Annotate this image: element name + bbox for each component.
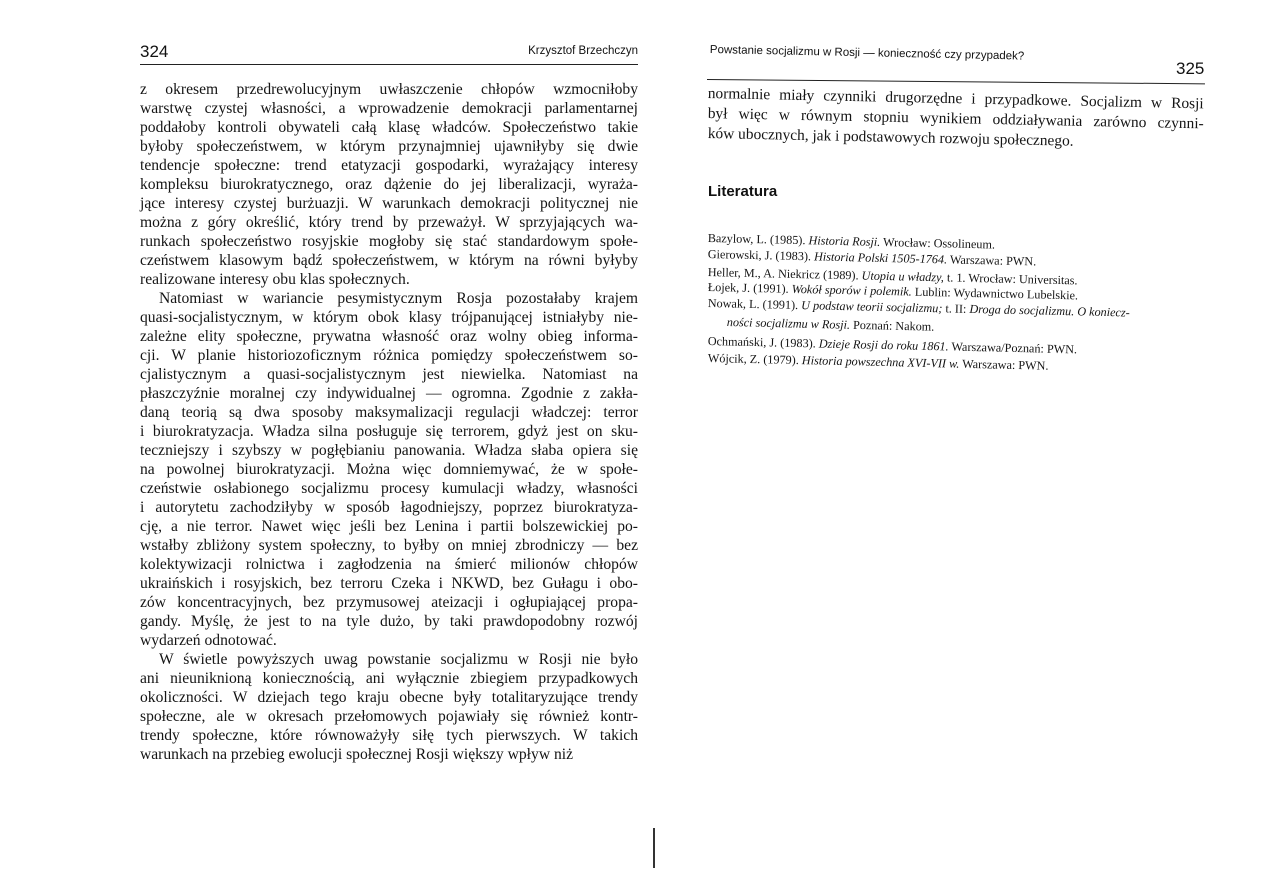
reference-publisher: t. II: xyxy=(942,301,970,316)
reference-title: Wokół sporów i polemik. xyxy=(791,281,912,299)
reference-publisher: t. 1. Wrocław: Universitas. xyxy=(943,270,1078,288)
text-line: warstwę czystej własności, a wprowadzenie demokracji parlamentarnej xyxy=(140,100,638,117)
text-line: trendy społeczne, które równoważyły siłę tych pierwszych. W takich xyxy=(140,727,638,744)
text-line: runkach społeczeństwo rosyjskie mogłoby się stać standardowym społe- xyxy=(140,233,638,250)
text-line: cji. W planie historiozoficznym różnica pomiędzy społeczeństwem so- xyxy=(140,347,638,364)
text-line: kompleksu biurokratycznego, oraz dążenie do jej liberalizacji, wyraża- xyxy=(140,176,638,193)
binding-mark xyxy=(653,828,655,868)
reference-publisher: Poznań: Nakom. xyxy=(849,317,935,334)
reference-title: Droga do socjalizmu. O koniecz- xyxy=(969,301,1130,320)
page-number-left: 324 xyxy=(140,42,169,61)
page-number-right: 325 xyxy=(1176,59,1205,78)
running-head-right: Powstanie socjalizmu w Rosji — konieczność czy przypadek? xyxy=(709,44,1025,63)
reference-publisher: Warszawa: PWN. xyxy=(946,252,1037,269)
text-line: kolektywizacji rolnictwa i zagłodzenia na śmierć milionów chłopów xyxy=(140,556,638,573)
text-line: warunkach na przebieg ewolucji społecznej Rosji większy wpływ niż xyxy=(140,746,574,763)
text-line: ukraińskich i rosyjskich, bez terroru Czeka i NKWD, bez Gułagu i obo- xyxy=(140,575,638,592)
text-line: społeczne, ale w okresach przełomowych pojawiały się również kontr- xyxy=(140,708,638,725)
reference-author: Nowak, L. (1991). xyxy=(707,295,802,313)
text-line: i biurokratyzacja. Władza silna posługuje się terrorem, gdyż jest on sku- xyxy=(140,423,638,440)
text-line: realizowane interesy obu klas społecznych. xyxy=(140,271,410,288)
text-line: okoliczności. W dziejach tego kraju obecne były totalitaryzujące trendy xyxy=(140,689,638,706)
reference-title: U podstaw teorii socjalizmu; xyxy=(801,298,943,316)
text-line: czeństwie osłabionego socjalizmu procesy kumulacji władzy, własności xyxy=(140,480,638,497)
text-line: można z góry określić, który trend by przeważył. W sprzyjających wa- xyxy=(140,214,638,231)
reference-publisher: Warszawa/Poznań: PWN. xyxy=(948,339,1078,357)
text-line: z okresem przedrewolucyjnym uwłaszczenie chłopów wzmocniłoby xyxy=(140,81,638,98)
reference-publisher: Warszawa: PWN. xyxy=(959,356,1049,373)
text-line: był więc w równym stopniu wynikiem oddziaływania zarówno czynni- xyxy=(707,104,1204,133)
reference-publisher: Lublin: Wydawnictwo Lubelskie. xyxy=(911,284,1079,303)
text-line: quasi-socjalistycznym, w którym obok klasy trójpanującej istniałyby nie- xyxy=(140,309,638,326)
text-line: poddałoby kontroli obywateli całą klasę władców. Społeczeństwo takie xyxy=(140,119,638,136)
header-rule-right xyxy=(707,79,1205,84)
text-line: jące interesy czystej burżuazji. W warunkach demokracji politycznej nie xyxy=(140,195,638,212)
text-line: i autorytetu zachodziłyby w sposób łagodniejszy, poprzez biurokratyza- xyxy=(140,499,638,516)
reference-author: Łojek, J. (1991). xyxy=(707,279,792,296)
text-line: ani nieuniknioną koniecznością, ani wyłącznie zbiegiem przypadkowych xyxy=(140,670,638,687)
reference-title: Dzieje Rosji do roku 1861. xyxy=(818,336,949,354)
header-rule-left xyxy=(140,64,638,65)
text-line: zależne elity społeczne, prywatna własność oraz wolny obieg informa- xyxy=(140,328,638,345)
reference-title: ności socjalizmu w Rosji. xyxy=(726,314,851,332)
text-line: teczniejszy i szybszy w pogłębianiu panowania. Władza słaba opiera się xyxy=(140,442,638,459)
reference-title: Historia powszechna XVI-VII w. xyxy=(801,353,960,371)
text-line: W świetle powyższych uwag powstanie socjalizmu w Rosji nie było xyxy=(159,651,638,668)
reference-author: Heller, M., A. Niekricz (1989). xyxy=(707,264,862,283)
text-line: na powolnej biurokratyzacji. Można więc domniemywać, że w społe- xyxy=(140,461,638,478)
reference-author: Gierowski, J. (1983). xyxy=(707,246,815,264)
text-line: wydarzeń odnotować. xyxy=(140,632,277,649)
text-line: cjalistycznym a quasi-socjalistycznym jest niewielka. Natomiast na xyxy=(140,366,638,383)
reference-publisher: Wrocław: Ossolineum. xyxy=(880,234,996,252)
reference-author: Ochmański, J. (1983). xyxy=(707,333,819,351)
literature-heading: Literatura xyxy=(708,183,778,200)
reference-title: Historia Polski 1505-1764. xyxy=(813,249,948,267)
running-head-left: Krzysztof Brzechczyn xyxy=(528,45,638,57)
text-line: Natomiast w wariancie pesymistycznym Rosja pozostałaby krajem xyxy=(159,290,638,307)
reference-title: Historia Rosji. xyxy=(808,233,881,249)
text-line: ków ubocznych, jak i podstawowych rozwoju społecznego. xyxy=(707,124,1074,150)
text-line: czeństwem klasowym bądź społeczeństwem, w którym na równi byłyby xyxy=(140,252,638,269)
text-line: byłoby społeczeństwem, w którym przynajmniej ujawniłyby się dwie xyxy=(140,138,638,155)
text-line: tendencje społeczne: trend etatyzacji gospodarki, wyrażający interesy xyxy=(140,157,638,174)
text-line: daną teorią są dwa sposoby maksymalizacji regulacji władczej: terror xyxy=(140,404,638,421)
text-line: gandy. Myślę, że jest to na tyle dużo, by taki prawdopodobny rozwój xyxy=(140,613,638,630)
reference-author: Wójcik, Z. (1979). xyxy=(707,350,803,368)
text-line: normalnie miały czynniki drugorzędne i przypadkowe. Socjalizm w Rosji xyxy=(707,84,1204,113)
text-line: cję, a nie terror. Nawet więc jeśli bez Lenina i partii bolszewickiej po- xyxy=(140,518,638,535)
reference-author: Bazylow, L. (1985). xyxy=(707,230,809,248)
text-line: płaszczyźnie moralnej czy indywidualnej — ogromna. Zgodnie z zakła- xyxy=(140,385,638,402)
reference-title: Utopia u władzy, xyxy=(861,268,945,285)
text-line: wstałby zbliżony system społeczny, to byłby on mniej zbrodniczy — bez xyxy=(140,537,638,554)
text-line: zów koncentracyjnych, bez przymusowej ateizacji i ogłupiającej propa- xyxy=(140,594,638,611)
